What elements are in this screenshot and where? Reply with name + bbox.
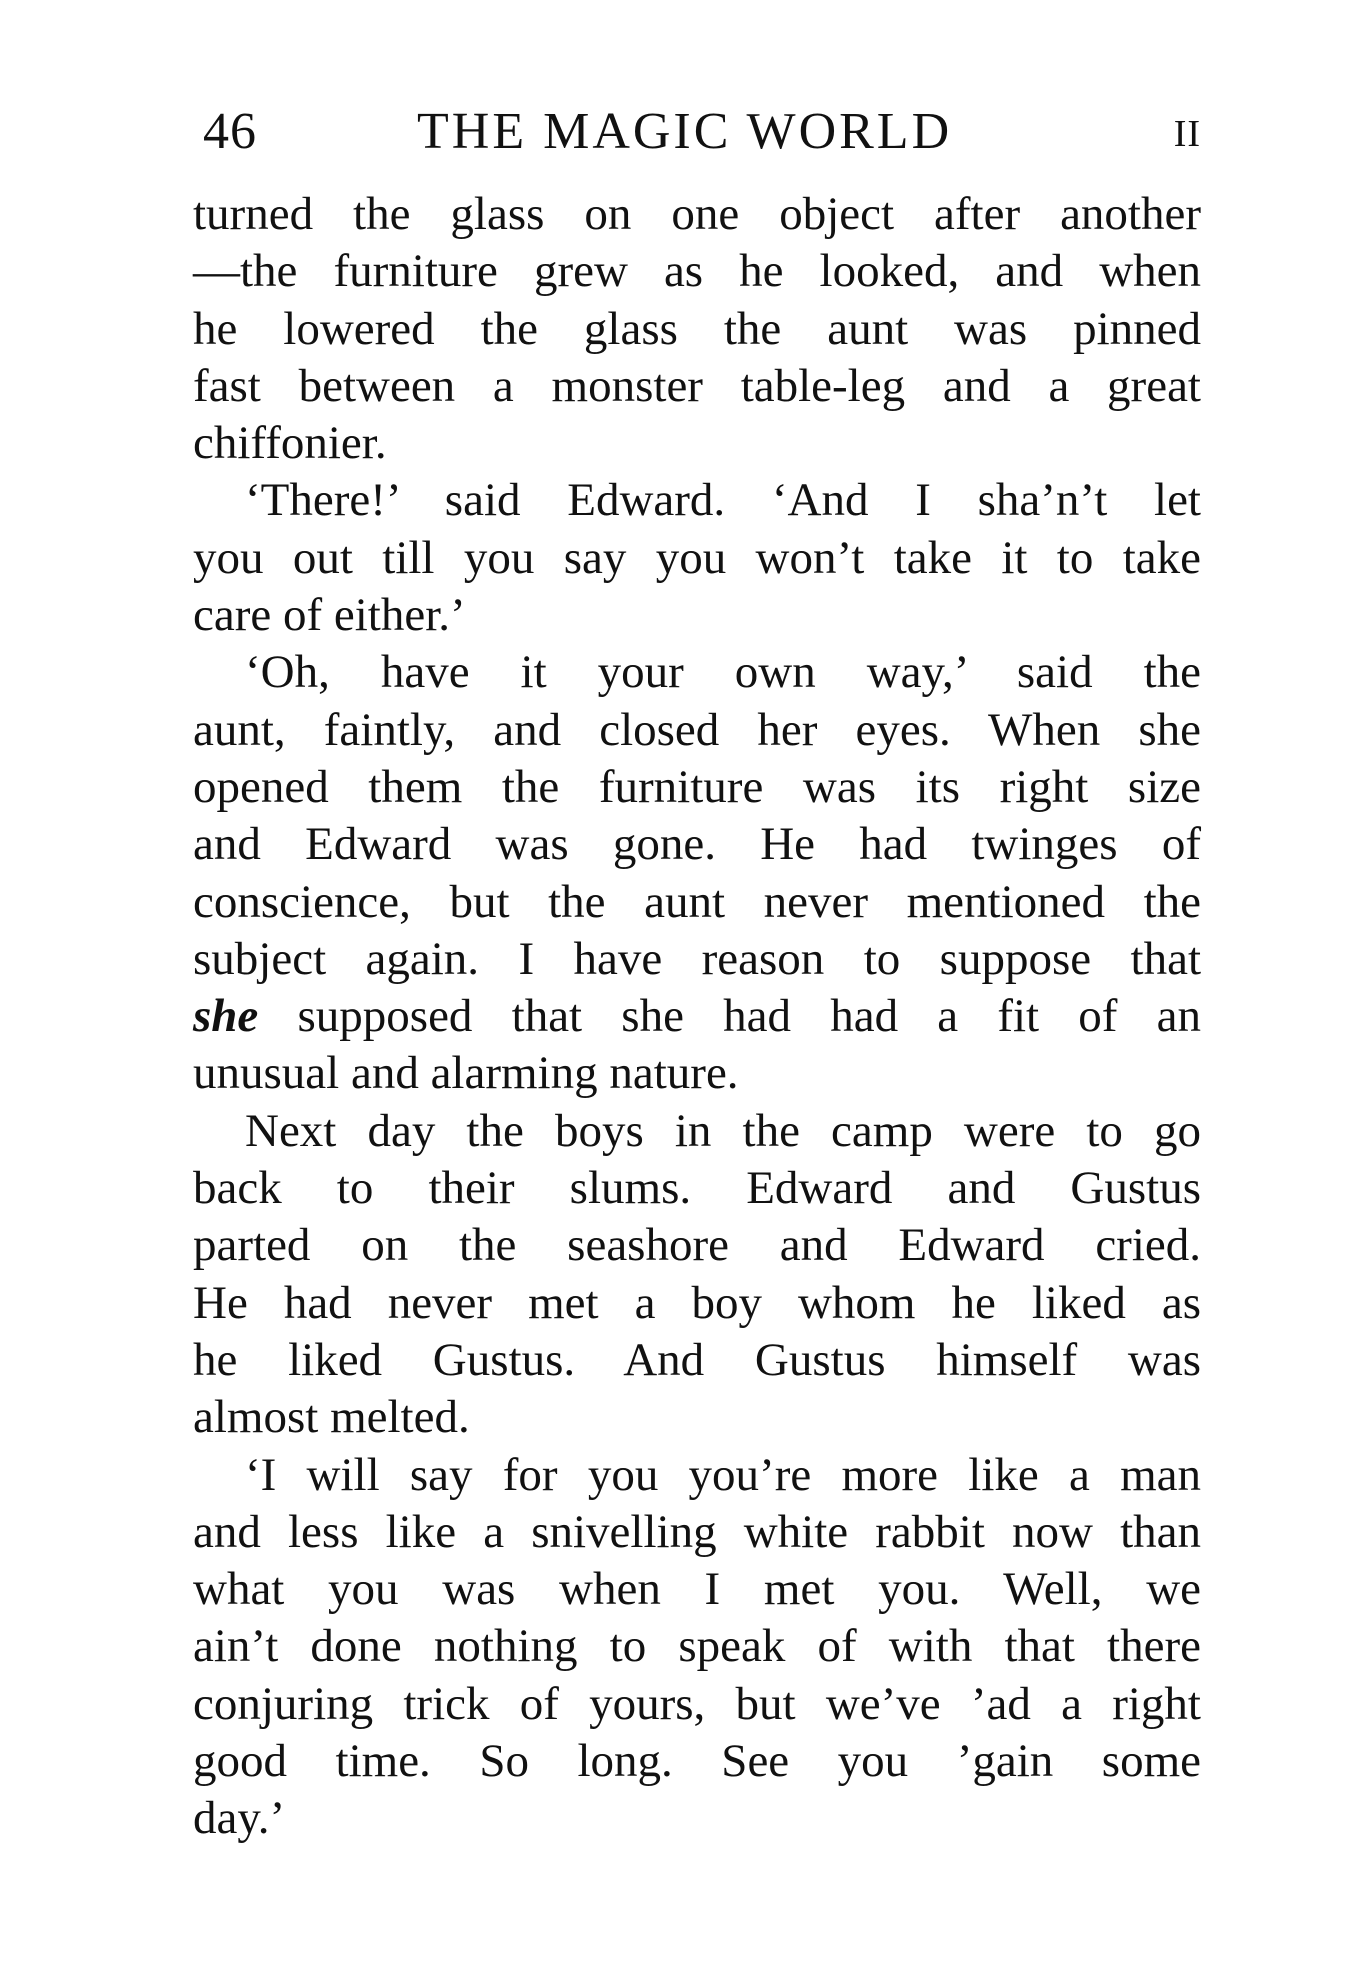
text-line xyxy=(193,816,1201,873)
text-line xyxy=(193,702,1201,759)
text-line xyxy=(193,874,1201,931)
text-line-content: He had never met a boy whom he liked as xyxy=(193,1276,1201,1329)
text-line-content: Next day the boys in the camp were to go xyxy=(245,1104,1201,1157)
text-line-content: and Edward was gone. He had twinges of xyxy=(193,818,1201,871)
text-line-content: opened them the furniture was its right size xyxy=(193,760,1201,813)
text-line xyxy=(193,1733,1201,1790)
text-line xyxy=(193,1389,1201,1446)
text-line xyxy=(193,1045,1201,1102)
text-line-content: supposed that she had had a fit of an xyxy=(258,990,1201,1043)
text-line-content: he liked Gustus. And Gustus himself was xyxy=(193,1333,1201,1386)
text-line xyxy=(193,1618,1201,1675)
text-line-content: conjuring trick of yours, but we’ve ’ad a right xyxy=(193,1677,1201,1730)
text-line xyxy=(193,358,1201,415)
text-line xyxy=(193,644,1201,701)
text-line xyxy=(193,1332,1201,1389)
text-line-content: chiffonier. xyxy=(193,417,387,470)
text-line xyxy=(193,1275,1201,1332)
running-header xyxy=(203,102,1203,162)
text-line xyxy=(193,530,1201,587)
text-line-content: turned the glass on one object after another xyxy=(193,188,1201,240)
text-line-content: unusual and alarming nature. xyxy=(193,1047,739,1100)
text-line-content: day.’ xyxy=(193,1792,286,1845)
text-line-content: he lowered the glass the aunt was pinned xyxy=(193,302,1201,355)
text-line xyxy=(193,1160,1201,1217)
text-line xyxy=(193,587,1201,644)
text-line-content: ‘Oh, have it your own way,’ said the xyxy=(245,646,1201,699)
text-line-content: ‘There!’ said Edward. ‘And I sha’n’t let xyxy=(245,474,1201,527)
text-line xyxy=(193,988,1201,1045)
text-line-content: ain’t done nothing to speak of with that there xyxy=(193,1620,1201,1673)
text-line xyxy=(193,1504,1201,1561)
chapter-number: II xyxy=(1173,113,1201,155)
text-line xyxy=(193,186,1201,243)
text-line-content: fast between a monster table-leg and a great xyxy=(193,359,1201,412)
text-line-content: ‘I will say for you you’re more like a man xyxy=(245,1448,1201,1501)
text-line xyxy=(193,759,1201,816)
text-line xyxy=(193,472,1201,529)
text-line xyxy=(193,1103,1201,1160)
text-line xyxy=(193,415,1201,472)
text-line-content: subject again. I have reason to suppose that xyxy=(193,932,1201,985)
text-line-content: care of either.’ xyxy=(193,589,466,642)
text-line-content: back to their slums. Edward and Gustus xyxy=(193,1162,1201,1215)
text-line xyxy=(193,1676,1201,1733)
page-number: 46 xyxy=(203,103,257,160)
text-line xyxy=(193,1217,1201,1274)
text-line-content: almost melted. xyxy=(193,1391,470,1444)
body-text xyxy=(193,186,1201,1848)
text-line xyxy=(193,931,1201,988)
text-line xyxy=(193,1790,1201,1847)
text-line-content: what you was when I met you. Well, we xyxy=(193,1563,1201,1616)
emphasized-word: she xyxy=(193,990,259,1043)
text-line xyxy=(193,1561,1201,1618)
text-line xyxy=(193,243,1201,300)
text-line xyxy=(193,1447,1201,1504)
text-line-content: and less like a snivelling white rabbit now than xyxy=(193,1505,1201,1558)
running-title: THE MAGIC WORLD xyxy=(417,103,953,160)
text-line-content: aunt, faintly, and closed her eyes. When she xyxy=(193,703,1201,756)
text-line-content: conscience, but the aunt never mentioned the xyxy=(193,875,1201,928)
text-line-content: you out till you say you won’t take it to take xyxy=(193,531,1201,584)
text-line-content: parted on the seashore and Edward cried. xyxy=(193,1219,1201,1272)
text-line-content: —the furniture grew as he looked, and when xyxy=(193,245,1201,298)
text-line xyxy=(193,301,1201,358)
text-line-content: good time. So long. See you ’gain some xyxy=(193,1735,1201,1788)
